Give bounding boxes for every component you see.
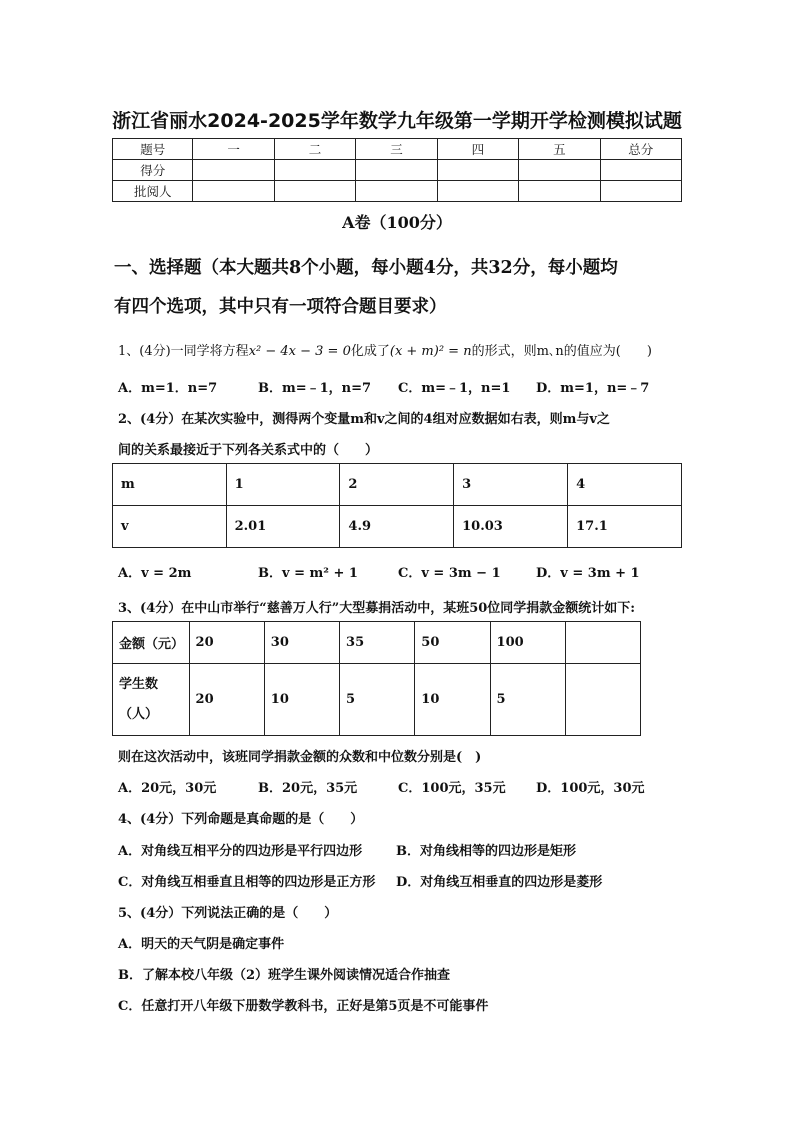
table-cell: 2.01 [226,506,340,548]
table-cell: 5 [340,664,415,736]
q5-stem: 5、(4分）下列说法正确的是（ ） [118,906,338,921]
table-cell: 二 [274,139,355,160]
table-cell: 10 [415,664,490,736]
q3-row2-label-b: （人） [119,706,159,722]
section-a-heading: A卷（100分） [342,213,452,232]
part1-title-line1: 一、选择题（本大题共8个小题，每小题4分，共32分，每小题均 [114,258,618,278]
table-row [113,181,682,202]
q1-equation-2: (x + m)² = n [389,344,472,359]
table-cell: 一 [193,139,274,160]
table-cell: 3 [454,464,568,506]
q5-option-c: C．任意打开八年级下册数学教科书，正好是第5页是不可能事件 [118,999,489,1014]
q2-option-a: A．v = 2m [118,566,192,581]
table-cell [519,160,600,181]
q2-option-d: D．v = 3m + 1 [536,566,640,581]
table-row [113,506,682,548]
q1-option-d: D．m=1，n=﹣7 [536,381,650,396]
score-table [112,138,682,202]
table-cell: m [113,464,227,506]
q4-option-c: C．对角线互相垂直且相等的四边形是正方形 [118,875,376,890]
exam-title: 浙江省丽水2024-2025学年数学九年级第一学期开学检测模拟试题 [112,110,682,132]
table-row [113,160,682,181]
q1-option-a: A．m=1．n=7 [118,381,218,396]
q2-option-b: B．v = m² + 1 [258,566,358,581]
table-cell [274,181,355,202]
table-cell: 4.9 [340,506,454,548]
table-cell [519,181,600,202]
q3-option-c: C．100元，35元 [398,781,506,796]
table-cell [565,664,640,736]
q5-option-a: A．明天的天气阴是确定事件 [118,937,285,952]
table-row [113,139,682,160]
q2-data-table [112,463,682,548]
q4-option-a: A．对角线互相平分的四边形是平行四边形 [118,844,363,859]
table-row [113,664,641,736]
q3-question: 则在这次活动中，该班同学捐款金额的众数和中位数分别是( ) [118,750,482,765]
table-cell: 35 [340,622,415,664]
table-cell: 50 [415,622,490,664]
table-cell [437,160,518,181]
q4-option-b: B．对角线相等的四边形是矩形 [396,844,576,859]
table-cell [356,160,437,181]
q3-option-b: B．20元，35元 [258,781,358,796]
table-cell: 五 [519,139,600,160]
table-cell: 30 [264,622,339,664]
q2-stem-line2: 间的关系最接近于下列各关系式中的（ ） [118,443,379,458]
table-cell: 5 [490,664,565,736]
table-cell: 10 [264,664,339,736]
table-cell [193,160,274,181]
q1-option-c: C．m=﹣1，n=1 [398,381,511,396]
table-cell: 总分 [600,139,681,160]
table-cell [600,160,681,181]
q3-row2-label-a: 学生数 [119,676,159,692]
q3-data-table [112,621,641,736]
table-cell: 4 [568,464,682,506]
table-cell: 100 [490,622,565,664]
q4-option-d: D．对角线互相垂直的四边形是菱形 [396,875,603,890]
q5-option-b: B．了解本校八年级（2）班学生课外阅读情况适合作抽查 [118,968,451,983]
table-cell: 20 [189,622,264,664]
table-cell: 20 [189,664,264,736]
q4-stem: 4、(4分）下列命题是真命题的是（ ） [118,812,364,827]
table-cell: 三 [356,139,437,160]
q1-stem [118,340,652,359]
table-cell: 1 [226,464,340,506]
table-cell [274,160,355,181]
table-cell: v [113,506,227,548]
table-cell [356,181,437,202]
q1-mid: 化成了 [350,344,390,359]
q1-prefix: 1、(4分)一同学将方程 [118,344,249,359]
table-cell: 题号 [113,139,193,160]
q3-option-a: A．20元，30元 [118,781,217,796]
q3-option-d: D．100元，30元 [536,781,645,796]
table-cell [600,181,681,202]
table-cell: 17.1 [568,506,682,548]
q2-stem-line1: 2、(4分）在某次实验中，测得两个变量m和v之间的4组对应数据如右表，则m与v之 [118,412,610,427]
table-cell [565,622,640,664]
table-cell: 2 [340,464,454,506]
table-cell: 四 [437,139,518,160]
table-row [113,464,682,506]
table-cell [193,181,274,202]
table-cell: 金额（元） [113,622,190,664]
table-cell: 10.03 [454,506,568,548]
q1-option-b: B．m=﹣1，n=7 [258,381,372,396]
table-cell [437,181,518,202]
q1-suffix: 的形式，则m､n的值应为( ) [471,344,652,359]
table-cell: 批阅人 [113,181,193,202]
table-row [113,622,641,664]
table-cell [113,664,190,736]
part1-title-line2: 有四个选项，其中只有一项符合题目要求） [114,297,447,317]
table-cell: 得分 [113,160,193,181]
q1-equation-1: x² − 4x − 3 = 0 [248,344,351,359]
q3-stem: 3、(4分）在中山市举行“慈善万人行”大型募捐活动中，某班50位同学捐款金额统计如下: [118,601,636,616]
q2-option-c: C．v = 3m − 1 [398,566,501,581]
